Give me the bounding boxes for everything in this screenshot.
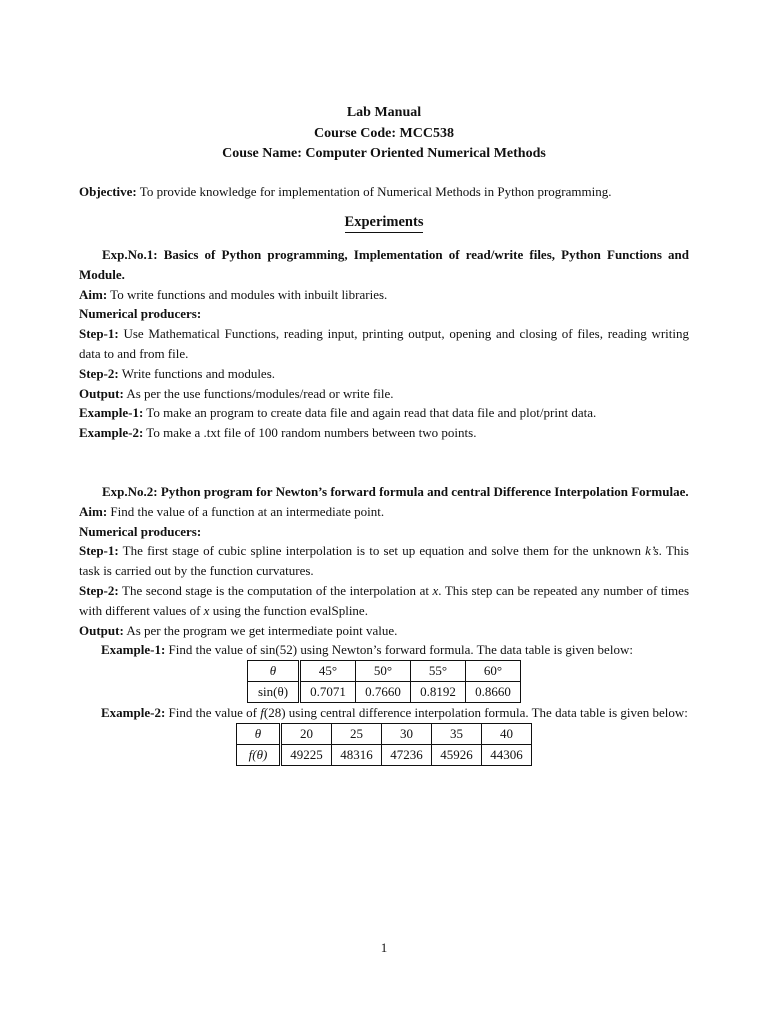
table-cell: 40 [482,724,532,745]
manual-title: Lab Manual [346,105,422,120]
table-row-header: f(θ) [237,745,281,766]
table-cell: 30 [382,724,432,745]
exp2-aim: Aim: Find the value of a function at an intermediate point. [79,503,385,519]
course-name: Couse Name: Computer Oriented Numerical Methods [222,146,546,161]
exp2-example-1: Example-1: Find the value of sin(52) using Newton’s forward formula. The data table is given below: [101,642,633,658]
table-row-header: θ [237,724,281,745]
experiment-2 [79,482,689,766]
table-cell: 0.8660 [466,682,521,703]
exp2-example-2: Example-2: Find the value of f(28) using central difference interpolation formula. The data table is given below: [101,705,688,721]
table-cell: 0.7660 [356,682,411,703]
course-code: Course Code: MCC538 [314,125,454,141]
table-row [237,745,532,766]
objective-label: Objective: [79,183,137,199]
exp2-title: Exp.No.2: Python program for Newton’s forward formula and central Difference Interpolation Formulae. [102,484,689,500]
table-cell: 0.7071 [300,682,356,703]
experiment-1 [79,245,689,443]
section-heading-text: Experiments [345,214,424,233]
exp1-output: Output: As per the use functions/modules/read or write file. [79,385,394,401]
table-cell: 48316 [332,745,382,766]
table-cell: 49225 [281,745,332,766]
table-row [248,682,521,703]
table-cell: 55° [411,661,466,682]
exp1-example-2: Example-2: To make a .txt file of 100 random numbers between two points. [79,425,477,441]
table-cell: 20 [281,724,332,745]
objective-text: To provide knowledge for implementation of Numerical Methods in Python programming. [136,183,612,199]
table-cell: 25 [332,724,382,745]
table-row [237,724,532,745]
section-heading [79,213,689,233]
table-row-header: sin(θ) [248,682,300,703]
table-cell: 47236 [382,745,432,766]
exp2-step-1: Step-1: The first stage of cubic spline interpolation is to set up equation and solve them for the unknown k’s. This task is carried out by the function curvatures. [79,543,689,579]
exp1-example-1: Example-1: To make an program to create data file and again read that data file and plot/print data. [79,405,597,421]
exp1-procedure-label: Numerical producers: [79,306,202,322]
table-cell: 0.8192 [411,682,466,703]
table-cell: 44306 [482,745,532,766]
document-header [79,103,689,165]
exp1-aim: Aim: To write functions and modules with inbuilt libraries. [79,286,388,302]
table-cell: 50° [356,661,411,682]
table-row [248,661,521,682]
table-cell: 35 [432,724,482,745]
function-data-table [236,723,532,766]
table-cell: 45° [300,661,356,682]
exp2-procedure-label: Numerical producers: [79,523,202,539]
table-cell: 60° [466,661,521,682]
exp1-step-1: Step-1: Use Mathematical Functions, reading input, printing output, opening and closing of files, reading writing data to and from file. [79,326,689,362]
objective-paragraph [79,182,689,202]
exp1-title: Exp.No.1: Basics of Python programming, Implementation of read/write files, Python Functions and Module. [79,247,689,282]
page-number: 1 [380,940,388,955]
table-cell: 45926 [432,745,482,766]
document-page [79,103,689,766]
exp2-step-2: Step-2: The second stage is the computation of the interpolation at x. This step can be repeated any number of times with different values of x using the function evalSpline. [79,583,689,618]
exp1-step-2: Step-2: Write functions and modules. [79,365,276,381]
exp2-output: Output: As per the program we get intermediate point value. [79,622,398,638]
sine-data-table [247,660,521,703]
table-row-header: θ [248,661,300,682]
